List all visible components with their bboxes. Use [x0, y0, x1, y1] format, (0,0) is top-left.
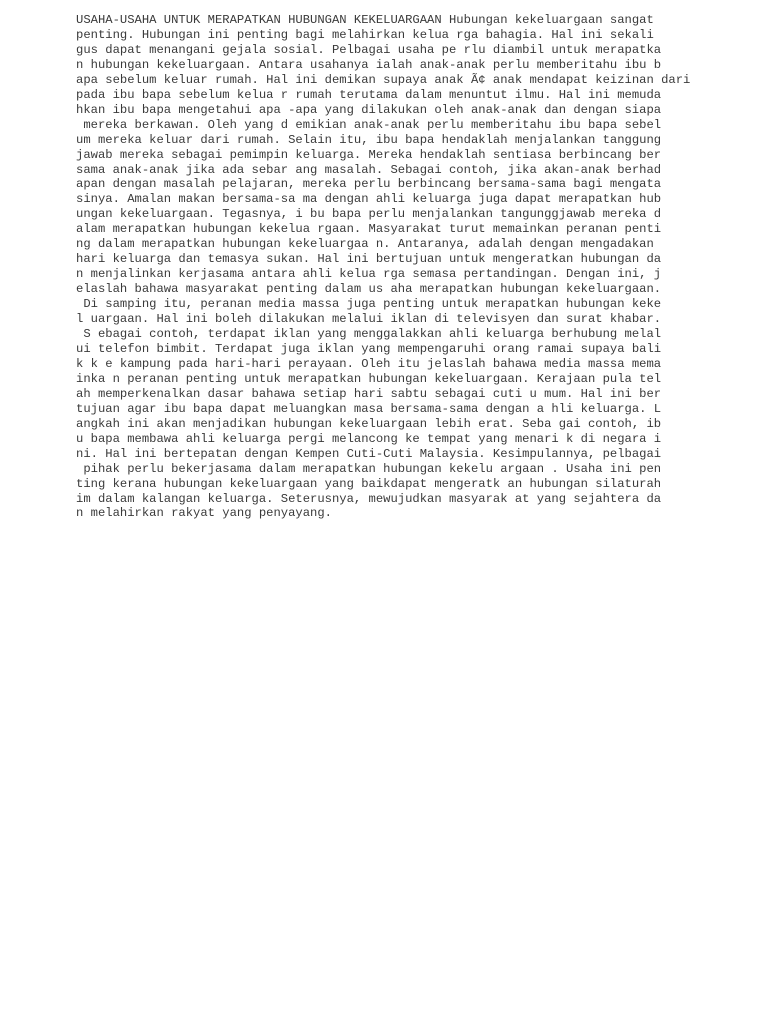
- document-text-line: apan dengan masalah pelajaran, mereka perlu berbincang bersama-sama bagi mengata: [76, 177, 662, 192]
- document-text-line: mereka berkawan. Oleh yang d emikian anak-anak perlu memberitahu ibu bapa sebel: [76, 117, 662, 132]
- document-text-line: n menjalinkan kerjasama antara ahli kelua rga semasa pertandingan. Dengan ini, j: [76, 267, 662, 282]
- document-text-line: ah memperkenalkan dasar bahawa setiap hari sabtu sebagai cuti u mum. Hal ini ber: [76, 386, 662, 401]
- document-text-line: tujuan agar ibu bapa dapat meluangkan masa bersama-sama dengan a hli keluarga. L: [76, 401, 662, 416]
- document-text-line: Di samping itu, peranan media massa juga penting untuk merapatkan hubungan keke: [76, 297, 662, 312]
- document-text-line: S ebagai contoh, terdapat iklan yang menggalakkan ahli keluarga berhubung melal: [76, 327, 662, 342]
- document-text-line: um mereka keluar dari rumah. Selain itu, ibu bapa hendaklah menjalankan tanggung: [76, 132, 662, 147]
- document-text-line: im dalam kalangan keluarga. Seterusnya, mewujudkan masyarak at yang sejahtera da: [76, 491, 662, 506]
- document-text-line: ni. Hal ini bertepatan dengan Kempen Cuti-Cuti Malaysia. Kesimpulannya, pelbagai: [76, 446, 662, 461]
- document-text-line: sinya. Amalan makan bersama-sa ma dengan ahli keluarga juga dapat merapatkan hub: [76, 192, 662, 207]
- document-text-line: pihak perlu bekerjasama dalam merapatkan hubungan kekelu argaan . Usaha ini pen: [76, 461, 662, 476]
- document-text-line: hari keluarga dan temasya sukan. Hal ini bertujuan untuk mengeratkan hubungan da: [76, 252, 662, 267]
- document-text-line: sama anak-anak jika ada sebar ang masalah. Sebagai contoh, jika akan-anak berhad: [76, 162, 662, 177]
- document-text-line: alam merapatkan hubungan kekelua rgaan. Masyarakat turut memainkan peranan penti: [76, 222, 662, 237]
- document-text-line: l uargaan. Hal ini boleh dilakukan melalui iklan di televisyen dan surat khabar.: [76, 312, 662, 327]
- document-text-line: ungan kekeluargaan. Tegasnya, i bu bapa perlu menjalankan tangunggjawab mereka d: [76, 207, 662, 222]
- document-text-line: penting. Hubungan ini penting bagi melahirkan kelua rga bahagia. Hal ini sekali: [76, 27, 654, 42]
- document-text-line: ting kerana hubungan kekeluargaan yang baikdapat mengeratk an hubungan silaturah: [76, 476, 662, 491]
- document-text-line: inka n peranan penting untuk merapatkan hubungan kekeluargaan. Kerajaan pula tel: [76, 371, 662, 386]
- document-text-line: hkan ibu bapa mengetahui apa -apa yang dilakukan oleh anak-anak dan dengan siapa: [76, 102, 662, 117]
- document-text-line: u bapa membawa ahli keluarga pergi melancong ke tempat yang menari k di negara i: [76, 431, 662, 446]
- document-text-line: elaslah bahawa masyarakat penting dalam us aha merapatkan hubungan kekeluargaan.: [76, 282, 662, 297]
- document-body: [76, 13, 690, 521]
- document-text-line: n melahirkan rakyat yang penyayang.: [76, 506, 332, 521]
- document-text-line: gus dapat menangani gejala sosial. Pelbagai usaha pe rlu diambil untuk merapatka: [76, 42, 662, 57]
- document-text-line: ng dalam merapatkan hubungan kekeluargaa n. Antaranya, adalah dengan mengadakan: [76, 237, 654, 252]
- document-text-line: k k e kampung pada hari-hari perayaan. Oleh itu jelaslah bahawa media massa mema: [76, 356, 662, 371]
- document-text-line: apa sebelum keluar rumah. Hal ini demikan supaya anak Ã¢ anak mendapat keizinan dari: [76, 72, 691, 87]
- document-text-line: USAHA-USAHA UNTUK MERAPATKAN HUBUNGAN KEKELUARGAAN Hubungan kekeluargaan sangat: [76, 13, 654, 27]
- document-text-line: jawab mereka sebagai pemimpin keluarga. Mereka hendaklah sentiasa berbincang ber: [76, 147, 662, 162]
- document-text-line: angkah ini akan menjadikan hubungan kekeluargaan lebih erat. Seba gai contoh, ib: [76, 416, 662, 431]
- document-text-line: n hubungan kekeluargaan. Antara usahanya ialah anak-anak perlu memberitahu ibu b: [76, 57, 662, 72]
- document-text-line: pada ibu bapa sebelum kelua r rumah terutama dalam menuntut ilmu. Hal ini memuda: [76, 87, 662, 102]
- document-text-line: ui telefon bimbit. Terdapat juga iklan yang mempengaruhi orang ramai supaya bali: [76, 341, 662, 356]
